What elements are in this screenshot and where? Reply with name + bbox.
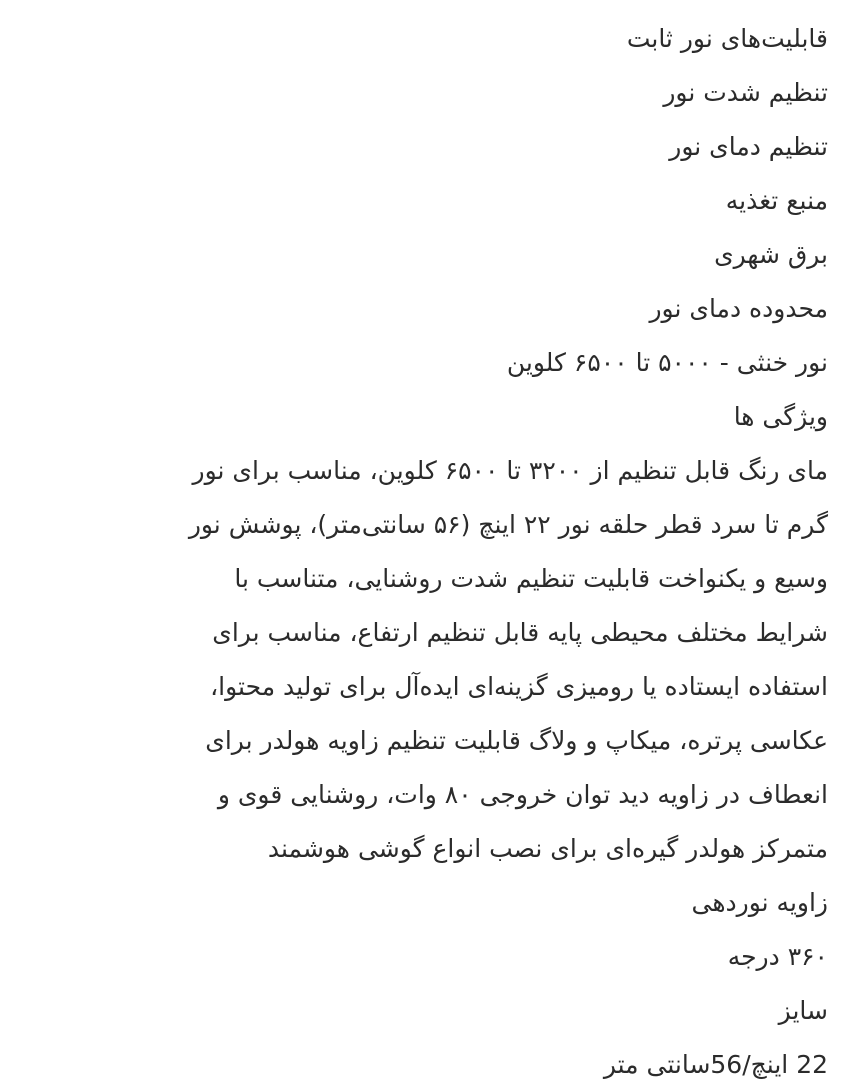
spec-value-power-source: برق شهری [714,240,828,269]
features-line: گرم تا سرد قطر حلقه نور ۲۲ اینچ (۵۶ سانتی‌متر)، پوشش نور [188,510,828,539]
features-line: مای رنگ قابل تنظیم از ۳۲۰۰ تا ۶۵۰۰ کلوین، مناسب برای نور [192,456,828,485]
features-line: عکاسی پرتره، میکاپ و ولاگ قابلیت تنظیم زاویه هولدر برای [205,726,828,755]
features-line: انعطاف در زاویه دید توان خروجی ۸۰ وات، روشنایی قوی و [217,780,828,809]
features-line: وسیع و یکنواخت قابلیت تنظیم شدت روشنایی، متناسب با [234,564,828,593]
spec-label-fixed-light-capabilities: قابلیت‌های نور ثابت [626,24,828,53]
spec-label-rotation-angle: زاویه نوردهی [691,888,828,917]
spec-label-features: ویژگی ها [733,402,828,431]
spec-label-power-source: منبع تغذیه [725,186,828,215]
features-line: استفاده ایستاده یا رومیزی گزینه‌ای ایده‌آل برای تولید محتوا، [210,672,828,701]
spec-label-color-temp-range: محدوده دمای نور [649,294,828,323]
spec-value-color-temp-adjust: تنظیم دمای نور [669,132,828,161]
features-line: متمرکز هولدر گیره‌ای برای نصب انواع گوشی هوشمند [267,834,828,863]
spec-label-size: سایز [778,996,828,1025]
features-line: شرایط مختلف محیطی پایه قابل تنظیم ارتفاع، مناسب برای [212,618,828,647]
spec-value-brightness-adjust: تنظیم شدت نور [663,78,828,107]
spec-value-color-temp-range: نور خنثی - ۵۰۰۰ تا ۶۵۰۰ کلوین [506,348,828,377]
spec-value-features [40,444,828,876]
spec-value-size: 22 اینچ/56سانتی متر [603,1050,828,1079]
spec-value-rotation-angle: ۳۶۰ درجه [727,942,828,971]
